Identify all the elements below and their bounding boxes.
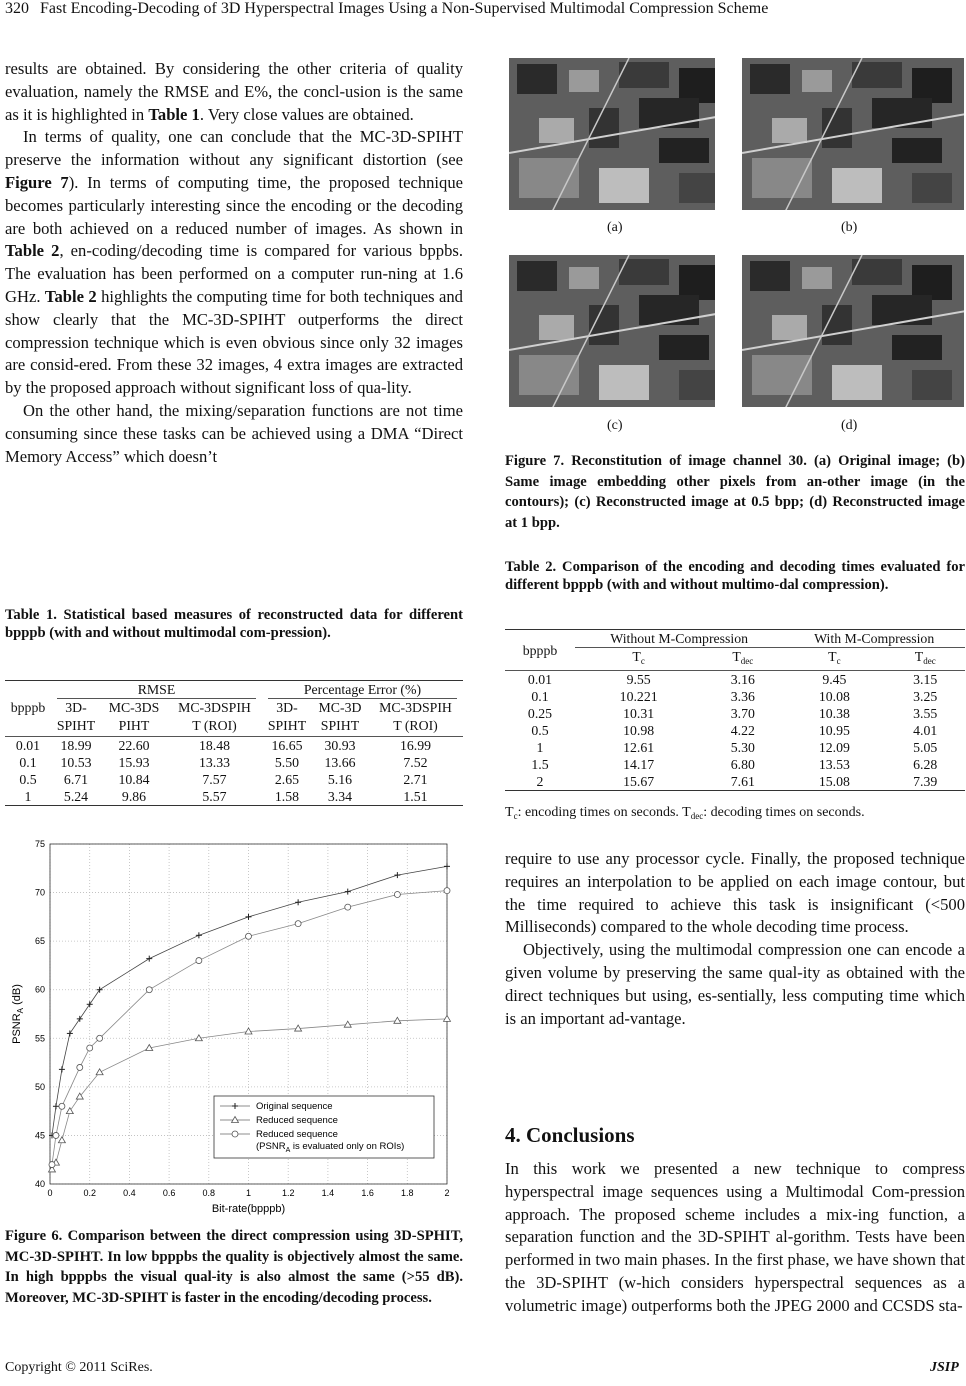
series-line	[52, 866, 447, 1135]
table2-caption: Table 2. Comparison of the encoding and decoding times evaluated for different bpppb (with and without multimo-dal compression).	[505, 559, 965, 593]
legend-label: Reduced sequence	[256, 1115, 338, 1126]
legend-label: Reduced sequence	[256, 1129, 338, 1140]
paragraph: results are obtained. By considering the other criteria of quality evaluation, namely the RMSE and E%, the concl-usion is the same as it is highlighted in Table 1. Very close values are obtained.	[5, 59, 463, 124]
data-point-circle	[196, 958, 202, 964]
copyright: Copyright © 2011 SciRes.	[5, 1360, 153, 1375]
data-point-plus	[246, 914, 252, 920]
table-row: 0.01 9.55 3.16 9.45 3.15	[505, 671, 965, 689]
y-tick-label: 70	[34, 887, 45, 898]
table-row: 0.01 18.99 22.60 18.48 16.65 30.93 16.99	[5, 737, 463, 755]
table1: RMSE Percentage Error (%) bpppb 3D- MC-3DS MC-3DSPIH 3D- MC-3D MC-3DSPIH SPIHT PIHT T (ROI) SPIHT SPIHT T (ROI) 0.01 18.99 22.60 18.48 16.65 30.93 16.99 0.1 10.53 15.93 13.33 5.50 13.66 7.52 0.5 6.71 10.84 7.57 2.65 5.16 2.71 1 5.24 9.86 5.57 1.58 3.34 1.51	[5, 680, 463, 806]
y-tick-label: 65	[34, 936, 45, 947]
table-row: 0.5 10.98 4.22 10.95 4.01	[531, 723, 938, 738]
x-tick-label: 0.4	[123, 1188, 136, 1198]
running-title: Fast Encoding-Decoding of 3D Hyperspectral Images Using a Non-Supervised Multimodal Compression Scheme	[40, 0, 769, 17]
data-point-plus	[87, 1001, 93, 1007]
paragraph: Objectively, using the multimodal compression one can encode a given volume by preserving the same qual-ity as obtained with the direct techniques but using, es-sentially, less computing time which is an important ad-vantage.	[505, 940, 965, 1028]
x-axis-label: Bit-rate(bpppb)	[211, 1203, 286, 1215]
x-tick-label: 1.6	[361, 1188, 374, 1198]
section-heading: 4. Conclusions	[505, 1123, 635, 1147]
table-ref: Table 2	[44, 286, 97, 306]
data-point-plus	[196, 932, 202, 938]
right-column-text	[505, 1158, 965, 1318]
table-row: 0.5 6.71 10.84 7.57 2.65 5.16 2.71	[19, 772, 428, 787]
legend	[214, 1096, 434, 1158]
table2: bpppb Without M-Compression With M-Compression $T_c$ $T_{dec}$ $T_c$ $T_{dec}$ 0.01 9.55 3.16 9.45 3.15 0.1 10.221 3.36 10.08 3.25 0.25 10.31 3.70 10.38 3.55 0.5 10.98 4.22 10.95 4.01 1 12.61 5.30 12.09 5.05 1.5 14.17 6.80 13.53 6.28 2 15.67 7.61 15.08 7.39	[505, 629, 965, 791]
figure7-image-a	[509, 58, 715, 210]
data-point-circle	[146, 987, 152, 993]
legend-label: Original sequence	[256, 1101, 333, 1112]
data-point-plus	[345, 889, 351, 895]
data-point-circle	[345, 904, 351, 910]
table-row: 0.1 10.53 15.93 13.33 5.50 13.66 7.52	[19, 755, 428, 770]
x-tick-label: 1.8	[401, 1188, 414, 1198]
y-axis-label: $PSNR_A$ (dB)	[11, 984, 25, 1044]
x-tick-label: 1.2	[281, 1188, 295, 1198]
y-tick-label: 55	[34, 1033, 45, 1044]
table-row: 1 12.61 5.30 12.09 5.05	[536, 740, 938, 755]
data-point-circle	[87, 1045, 93, 1051]
data-point-circle	[59, 1103, 65, 1109]
table-row: 2 15.67 7.61 15.08 7.39	[505, 773, 965, 791]
y-tick-label: 45	[34, 1130, 45, 1141]
data-point-circle	[53, 1132, 59, 1138]
figure-ref: Figure 7	[5, 172, 69, 192]
data-point-triangle	[58, 1137, 65, 1143]
data-point-plus	[146, 956, 152, 962]
figure7-image-d	[742, 255, 964, 407]
data-point-triangle	[66, 1108, 73, 1114]
x-tick-label: 2	[444, 1188, 450, 1198]
x-tick-label: 0.8	[202, 1188, 216, 1198]
data-point-circle	[394, 892, 400, 898]
data-point-plus	[97, 987, 103, 993]
table-ref: Table 1	[148, 104, 200, 124]
figure7-image-b	[742, 58, 964, 210]
journal-name: JSIP	[930, 1360, 959, 1375]
figure7-label-a: (a)	[607, 220, 623, 235]
data-point-plus	[53, 1103, 59, 1109]
data-point-circle	[232, 1131, 238, 1137]
x-tick-label: 1.4	[321, 1188, 335, 1198]
left-column-text	[5, 58, 463, 468]
data-point-plus	[67, 1030, 73, 1036]
figure7-label-c: (c)	[607, 418, 623, 433]
data-point-triangle	[444, 1015, 451, 1021]
figure7-label-d: (d)	[841, 418, 858, 433]
right-column-text	[505, 848, 965, 1030]
data-point-plus	[295, 899, 301, 905]
table2-footnote: $T_c$: encoding times on seconds. $T_{dec}$: decoding times on seconds.	[505, 805, 865, 821]
figure7-image-c	[509, 255, 715, 407]
data-point-plus	[59, 1066, 65, 1072]
paragraph: On the other hand, the mixing/separation functions are not time consuming since these tasks can be achieved using a DMA “Direct Memory Access” which doesn’t	[5, 400, 463, 466]
x-tick-label: 0.2	[83, 1188, 96, 1198]
data-point-triangle	[96, 1069, 103, 1075]
table-row: 1 5.24 9.86 5.57 1.58 3.34 1.51	[5, 788, 463, 806]
data-point-circle	[444, 888, 450, 894]
data-point-circle	[49, 1162, 55, 1168]
table-ref: Table 2	[5, 241, 60, 261]
y-tick-label: 75	[34, 839, 45, 849]
figure6-caption: Figure 6. Comparison between the direct compression using 3D-SPHIT, MC-3D-SPIHT. In low bpppbs the quality is objectively almost the same. In high bpppbs the visual qual-ity is also almost the same (>55 dB). Moreover, MC-3D-SPIHT is faster in the encoding/decoding process.	[5, 1228, 463, 1306]
legend-label: ($PSNR_A$ is evaluated only on ROIs)	[256, 1141, 405, 1154]
data-point-circle	[97, 1035, 103, 1041]
x-tick-label: 1	[245, 1188, 252, 1198]
table1-caption: Table 1. Statistical based measures of reconstructed data for different bpppb (with and without multimodal com-pression).	[5, 607, 463, 641]
data-point-circle	[77, 1064, 83, 1070]
table-row: 0.1 10.221 3.36 10.08 3.25	[531, 689, 938, 704]
data-point-plus	[444, 863, 450, 869]
data-point-plus	[394, 872, 400, 878]
figure6-chart	[0, 832, 470, 1224]
x-tick-label: 0	[47, 1188, 53, 1198]
table-row: 1.5 14.17 6.80 13.53 6.28	[531, 757, 938, 772]
y-tick-label: 60	[34, 984, 45, 995]
data-point-plus	[77, 1016, 83, 1022]
paragraph: In this work we presented a new technique to compress hyperspectral image sequences using a Multimodal Com-pression approach. The proposed scheme includes a mix-ing function, a separation function and the 3D-SPIHT al-gorithm. Tests have been performed in two main phases. In the first phase, we have shown that the 3D-SPIHT (w-hich considers hyperspectral sequences as a volumetric image) outperforms both the JPEG 2000 and CCSDS sta-	[505, 1159, 965, 1315]
data-point-circle	[246, 933, 252, 939]
figure7-caption: Figure 7. Reconstitution of image channel 30. (a) Original image; (b) Same image embedding other pixels from an-other image (in the contours); (c) Reconstructed image at 0.5 bpp; (d) Reconstructed image at 1 bpp.	[505, 453, 965, 531]
y-tick-label: 40	[34, 1179, 45, 1189]
figure7-label-b: (b)	[841, 220, 858, 235]
table-row: 0.25 10.31 3.70 10.38 3.55	[527, 706, 938, 721]
paragraph: In terms of quality, one can conclude that the MC-3D-SPIHT preserve the information without any significant distortion (see Figure 7). In terms of computing time, the proposed technique becomes particularly interesting since the encoding or the decoding are both achieved on a reduced number of images. As shown in Table 2, en-coding/decoding time is compared for various bppbs. The evaluation has been performed on a computer run-ning at 1.6 GHz. Table 2 highlights the computing time for both techniques and show clearly that the MC-3D-SPIHT outperforms the direct compression technique which is even obvious since only 32 images are consid-ered. From these 32 images, 4 extra images are extracted by the proposed approach without significant loss of qua-lity.	[5, 127, 463, 398]
x-tick-label: 0.6	[162, 1188, 176, 1198]
page-number: 320	[5, 0, 29, 17]
running-header	[0, 0, 966, 30]
paragraph: require to use any processor cycle. Finally, the proposed technique requires an interpolation to be applied on each image contour, but the time required to achieve this task is insignificant (<500 Milliseconds) compared to the whole decoding time process.	[505, 849, 965, 937]
data-point-circle	[295, 921, 301, 927]
data-point-triangle	[394, 1017, 401, 1023]
y-tick-label: 50	[34, 1081, 45, 1092]
